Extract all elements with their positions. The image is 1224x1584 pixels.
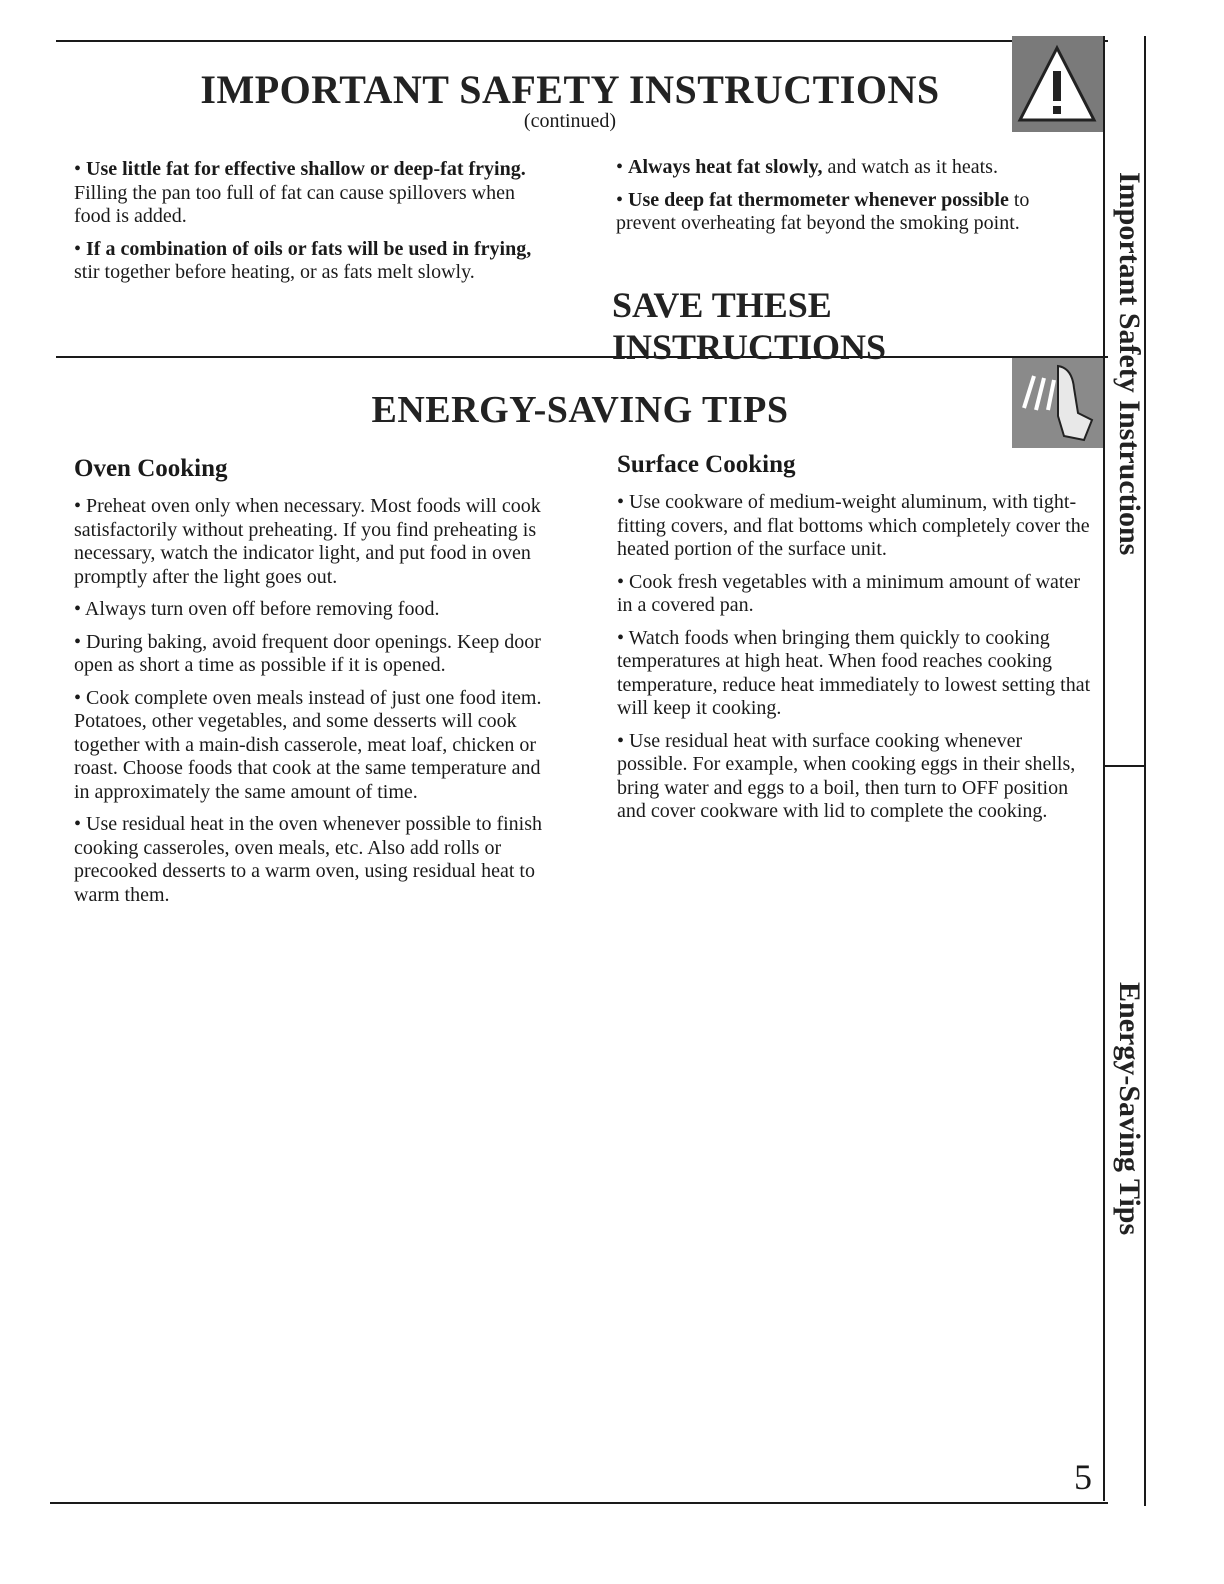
bullet: •	[74, 158, 82, 180]
oven-cooking-heading: Oven Cooking	[74, 455, 228, 482]
tab-column-inner-border	[1103, 36, 1105, 1501]
safety-right-column	[616, 156, 1090, 245]
surface-tip	[617, 627, 1092, 721]
surface-tip-text: Use cookware of medium-weight aluminum, with tight-fitting covers, and flat bottoms which completely cover the heated portion of the surface unit.	[617, 491, 1090, 560]
oven-tip-text: Always turn oven off before removing food.	[84, 598, 440, 620]
surface-tip	[617, 730, 1092, 824]
warning-icon-box	[1012, 36, 1103, 132]
oven-cooking-column	[74, 455, 549, 916]
top-rule	[56, 40, 1108, 42]
safety-item-lead: Always heat fat slowly,	[628, 156, 823, 178]
oven-tip	[74, 813, 549, 907]
bullet: •	[616, 188, 624, 211]
surface-cooking-column	[617, 451, 1092, 833]
hand-dial-icon	[1012, 358, 1103, 448]
surface-tip-text: Cook fresh vegetables with a minimum amount of water in a covered pan.	[617, 570, 1081, 616]
bullet: •	[74, 237, 82, 260]
bullet: •	[74, 686, 82, 709]
page-number: 5	[1074, 1457, 1092, 1497]
surface-tip-text: Watch foods when bringing them quickly to cooking temperatures at high heat. When food reaches cooking temperature, reduce heat immediately to lowest setting that will keep it cooking.	[617, 626, 1091, 719]
bullet: •	[617, 729, 625, 752]
tab-energy-saving: Energy-Saving Tips	[1113, 982, 1146, 1236]
save-instructions-heading: SAVE THESE INSTRUCTIONS	[612, 285, 887, 367]
bullet: •	[617, 491, 625, 513]
safety-item-text: Filling the pan too full of fat can cause spillovers when food is added.	[74, 181, 516, 227]
oven-tip-text: Preheat oven only when necessary. Most foods will cook satisfactorily without preheating. If you find preheating is necessary, watch the indicator light, and put food in oven promptly after the light goes out.	[74, 495, 541, 588]
bullet: •	[74, 598, 82, 620]
surface-tip	[617, 571, 1092, 618]
safety-item	[74, 238, 544, 285]
bullet: •	[74, 813, 82, 835]
bullet: •	[617, 626, 625, 649]
surface-tip-text: Use residual heat with surface cooking whenever possible. For example, when cooking eggs in their shells, bring water and eggs to a boil, then turn to OFF position and cover cookware with lid to complete the cooking.	[617, 729, 1076, 822]
safety-item	[74, 158, 544, 229]
safety-left-column	[74, 158, 544, 294]
safety-title: IMPORTANT SAFETY INSTRUCTIONS	[200, 67, 940, 112]
safety-item	[616, 189, 1090, 236]
oven-tip	[74, 598, 549, 622]
oven-tip	[74, 631, 549, 678]
warning-triangle-icon	[1012, 36, 1103, 132]
energy-title: ENERGY-SAVING TIPS	[371, 389, 789, 431]
bullet: •	[74, 630, 82, 653]
bullet: •	[616, 156, 624, 178]
safety-item	[616, 156, 1090, 180]
oven-tip	[74, 687, 549, 805]
oven-tip-text: Use residual heat in the oven whenever possible to finish cooking casseroles, oven meals, etc. Also add rolls or precooked desserts to a warm oven, using residual heat to warm them.	[74, 813, 543, 906]
surface-tip	[617, 491, 1092, 562]
safety-item-lead: Use little fat for effective shallow or deep-fat frying.	[86, 158, 526, 180]
safety-item-text: stir together before heating, or as fats melt slowly.	[74, 261, 475, 283]
oven-tip	[74, 495, 549, 589]
tab-important-safety: Important Safety Instructions	[1113, 172, 1146, 556]
energy-icon-box	[1012, 358, 1103, 448]
safety-item-text: and watch as it heats.	[822, 156, 998, 178]
oven-tip-text: During baking, avoid frequent door openings. Keep door open as short a time as possible if it is opened.	[74, 630, 541, 676]
bottom-rule	[50, 1502, 1108, 1504]
safety-item-lead: Use deep fat thermometer whenever possible	[628, 188, 1009, 211]
safety-subtitle: (continued)	[523, 110, 617, 132]
bullet: •	[74, 495, 82, 517]
surface-cooking-heading: Surface Cooking	[617, 451, 796, 478]
oven-tip-text: Cook complete oven meals instead of just one food item. Potatoes, other vegetables, and some desserts will cook together with a main-dish casserole, meat loaf, chicken or roast. Choose foods that cook at the same temperature and in approximately the same amount of time.	[74, 686, 542, 803]
safety-item-text: to prevent overheating fat beyond the smoking point.	[616, 188, 1030, 234]
safety-item-lead: If a combination of oils or fats will be used in frying,	[86, 237, 532, 260]
tab-divider	[1103, 765, 1146, 767]
bullet: •	[617, 570, 625, 593]
